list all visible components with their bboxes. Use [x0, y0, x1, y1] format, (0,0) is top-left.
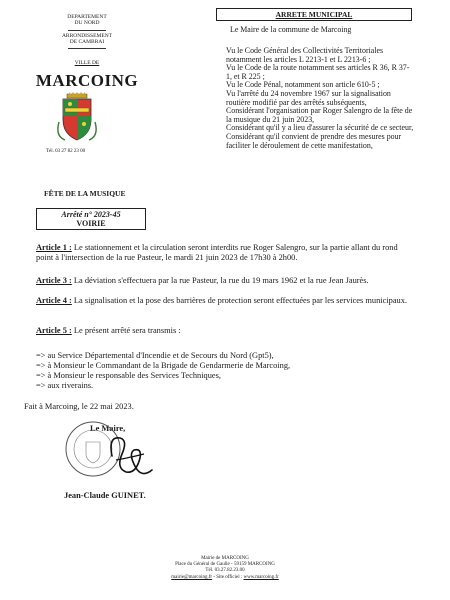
coat-of-arms-icon [57, 92, 97, 142]
article-1: Article 1 : Le stationnement et la circulation seront interdits rue Roger Salengro, sur la partie allant du rond point à l'intersection de la rue Pasteur, le mardi 21 juin 2023 de 17h30 à 2h00. [36, 243, 398, 262]
mayor-title: Le Maire, [90, 424, 126, 433]
list-item: => au Service Départemental d'Incendie et de Secours du Nord (Gpt5), [36, 351, 274, 360]
list-item: => à Monsieur le responsable des Services Techniques, [36, 371, 221, 380]
department-label: DEPARTEMENT DU NORD [67, 14, 107, 26]
signature [98, 428, 158, 484]
preamble-item: Considérant qu'il convient de prendre des mesures pour faciliter le déroulement de cette manifestation, [226, 131, 402, 150]
website-link[interactable]: www.marcoing.fr [243, 574, 279, 580]
mayor-name: Jean-Claude GUINET. [64, 491, 146, 500]
preamble-item: Considérant qu'il y a lieu d'assurer la sécurité de ce secteur, [226, 123, 414, 133]
decree-heading: ARRETE MUNICIPAL [275, 10, 353, 19]
divider [68, 30, 106, 31]
recipients-list [36, 351, 416, 391]
subject-title: FÊTE DE LA MUSIQUE [44, 189, 126, 198]
divider [68, 48, 106, 49]
decree-number: Arrêté n° 2023-45 [61, 210, 121, 219]
done-at: Fait à Marcoing, le 22 mai 2023. [24, 402, 134, 411]
article-5: Article 5 : Le présent arrêté sera transmis : [36, 326, 181, 335]
preamble-item: Considérant l'organisation par Roger Salengro de la fête de la musique du 21 juin 2023, [226, 106, 413, 124]
ville-de-label: VILLE DE [74, 60, 100, 66]
mayor-intro: Le Maire de la commune de Marcoing [230, 25, 352, 34]
email-link[interactable]: mairie@marcoing.fr [171, 574, 213, 580]
article-3: Article 3 : La déviation s'effectuera par la rue Pasteur, la rue du 19 mars 1962 et la rue Jean Jaurès. [36, 276, 369, 285]
list-item: => aux riverains. [36, 381, 94, 390]
section-label: VOIRIE [76, 219, 106, 228]
list-item: => à Monsieur le Commandant de la Brigade de Gendarmerie de Marcoing, [36, 361, 291, 370]
article-4: Article 4 : La signalisation et la pose des barrières de protection seront effectuées par les services municipaux. [36, 296, 408, 305]
town-name: MARCOING [35, 71, 139, 90]
preamble-item: Vu le Code de la route notamment ses articles R 36, R 37-1, et R 225 ; [226, 63, 410, 81]
decree-number-box [36, 208, 146, 230]
footer: Mairie de MARCOING Place du Général de Gaulle - 59159 MARCOING Tél. 03.27.82.23.00 mairie@marcoing.fr - Site officiel : www.marcoing.fr [171, 556, 279, 580]
preamble [226, 47, 414, 150]
phone-number: Tél. 03 27 82 23 00 [46, 149, 86, 154]
heading-box [216, 8, 412, 21]
preamble-item: Vu le Code Général des Collectivités Territoriales notamment les articles L 2213-1 et L 2213-6 ; [226, 46, 384, 64]
preamble-item: Vu l'arrêté du 24 novembre 1967 sur la signalisation routière modifié par des arrêtés subséquents, [226, 88, 391, 107]
arrondissement-label: ARRONDISSEMENT DE CAMBRAI [61, 33, 113, 45]
preamble-item: Vu le Code Pénal, notamment son article 610-5 ; [226, 80, 380, 90]
